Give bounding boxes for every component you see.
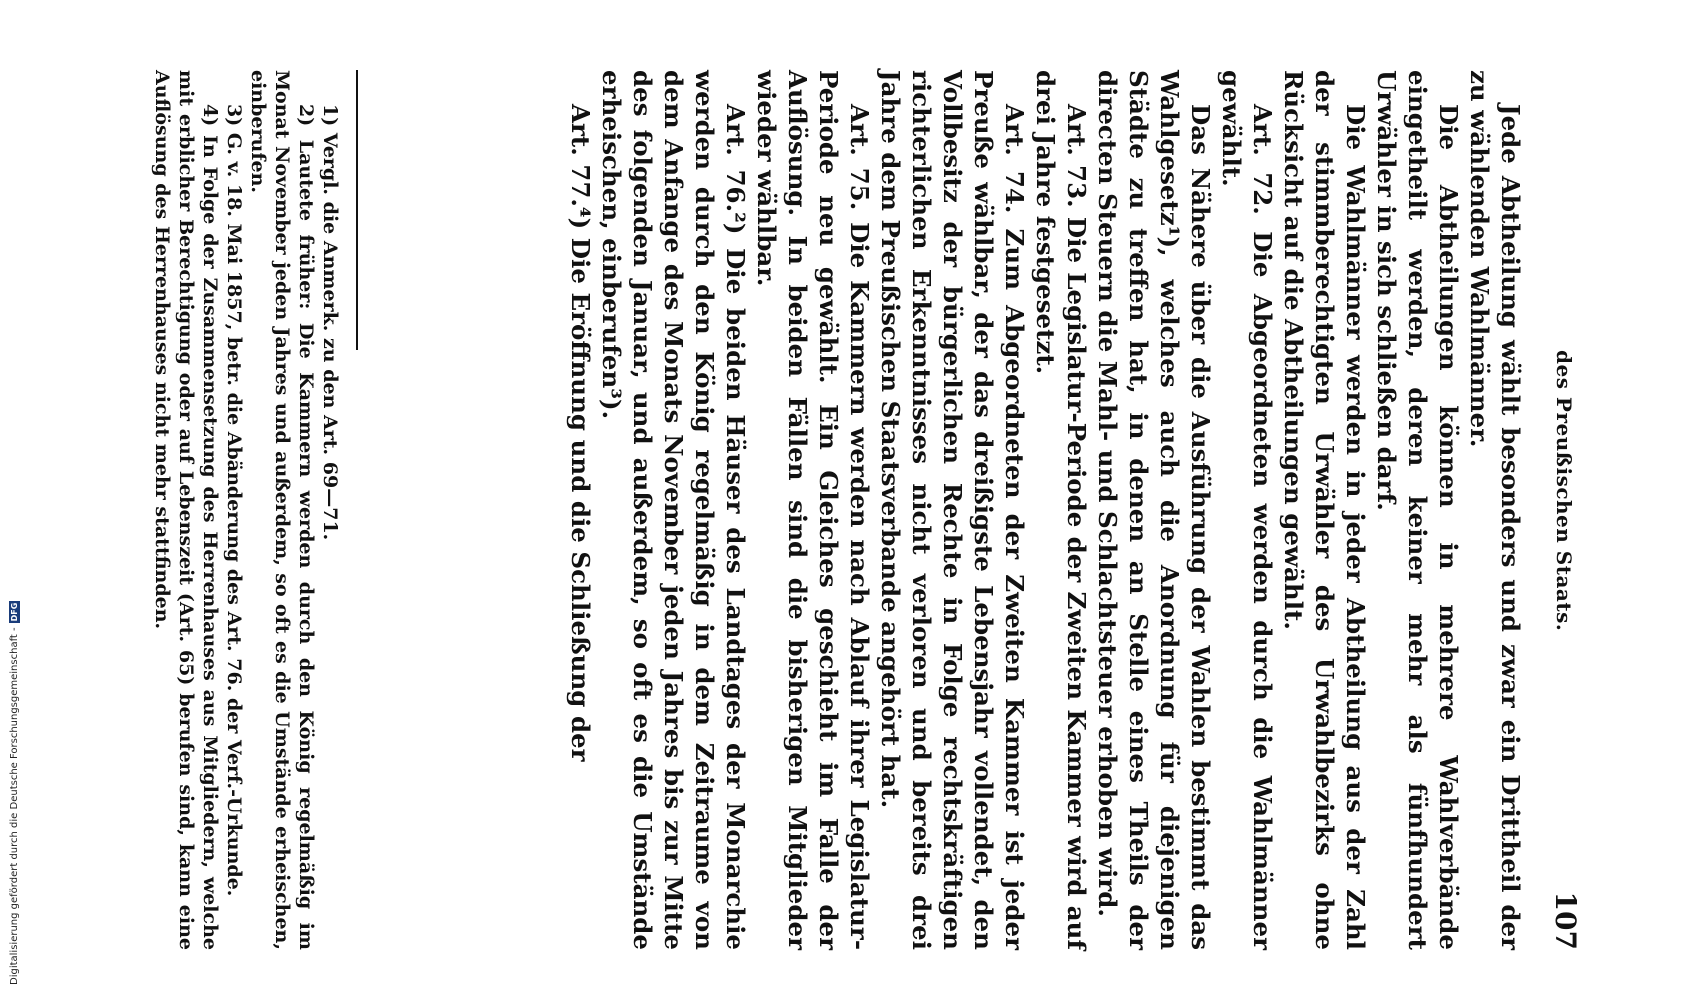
credit-text: Digitalisierung gefördert durch die Deutsche Forschungsgemeinschaft - [9, 627, 20, 985]
running-head: des Preußischen Staats. [1552, 350, 1576, 632]
digitization-credit-strip [0, 0, 18, 1000]
digitization-credit [9, 601, 20, 985]
paragraph-art-75: Art. 75. Die Kammern werden nach Ablauf ihrer Legislatur-Periode neu gewählt. Ein Gleiches geschieht im Falle der Auflösung. In beiden Fällen sind die bisherigen Mitglieder wieder wählbar. [752, 70, 874, 950]
scanned-page [140, 70, 1580, 950]
footnotes [150, 70, 342, 950]
page-header [1540, 70, 1580, 950]
paragraph-art-72: Art. 72. Die Abgeordneten werden durch die Wahlmänner gewählt. [1217, 70, 1277, 950]
paragraph: Jede Abtheilung wählt besonders und zwar ein Drittheil der zu wählenden Wahlmänner. [1465, 70, 1525, 950]
footnote: 2) Lautete früher: Die Kammern werden durch den König regelmäßig im Monat November jeden Jahres und außerdem, so oft es die Umstände erheischen, einberufen. [247, 70, 317, 950]
footnote: 1) Vergl. die Anmerk. zu den Art. 69—71. [319, 104, 341, 541]
footnote: 3) G. v. 18. Mai 1857, betr. die Abänderung des Art. 76. der Verf.-Urkunde. [223, 104, 245, 897]
paragraph-art-76: Art. 76.²) Die beiden Häuser des Landtages der Monarchie werden durch den König regelmäßig in dem Zeitraume von dem Anfange des Monats November jeden Jahres bis zur Mitte des folgenden Januar, und außerdem, so oft es die Umstände erheischen, einberufen³). [597, 70, 750, 950]
paragraph-art-74: Art. 74. Zum Abgeordneten der Zweiten Kammer ist jeder Preuße wählbar, der das dreißigste Lebensjahr vollendet, den Vollbesitz der bürgerlichen Rechte in Folge rechtskräftigen richterlichen Erkenntnisses nicht verloren und bereits drei Jahre dem Preußischen Staatsverbande angehört hat. [876, 70, 1029, 950]
page-number: 107 [1549, 891, 1582, 950]
dfg-logo: DFG [10, 602, 19, 622]
paragraph: Das Nähere über die Ausführung der Wahlen bestimmt das Wahlgesetz¹), welches auch die Anordnung für diejenigen Städte zu treffen hat, in denen an Stelle eines Theils der directen Steuern die Mahl- und Schlachtsteuer erhoben wird. [1093, 70, 1215, 950]
footnote: 4) In Folge der Zusammensetzung des Herrenhauses aus Mitgliedern, welche mit erblicher Berechtigung oder auf Lebenszeit (Art. 65) berufen sind, kann eine Auflösung des Herrenhauses nicht mehr stattfinden. [151, 70, 221, 950]
paragraph: Die Wahlmänner werden in jeder Abtheilung aus der Zahl der stimmberechtigten Urwähler des Urwahlbezirks ohne Rücksicht auf die Abtheilungen gewählt. [1279, 70, 1370, 950]
footnote-divider [356, 70, 358, 350]
body-text [565, 70, 1526, 950]
paragraph: Die Abtheilungen können in mehrere Wahlverbände eingetheilt werden, deren keiner mehr als fünfhundert Urwähler in sich schließen darf. [1372, 70, 1463, 950]
paragraph-art-77: Art. 77.⁴) Die Eröffnung und die Schließung der [566, 104, 595, 762]
paragraph-art-73: Art. 73. Die Legislatur-Periode der Zweiten Kammer wird auf drei Jahre festgesetzt. [1031, 70, 1091, 950]
